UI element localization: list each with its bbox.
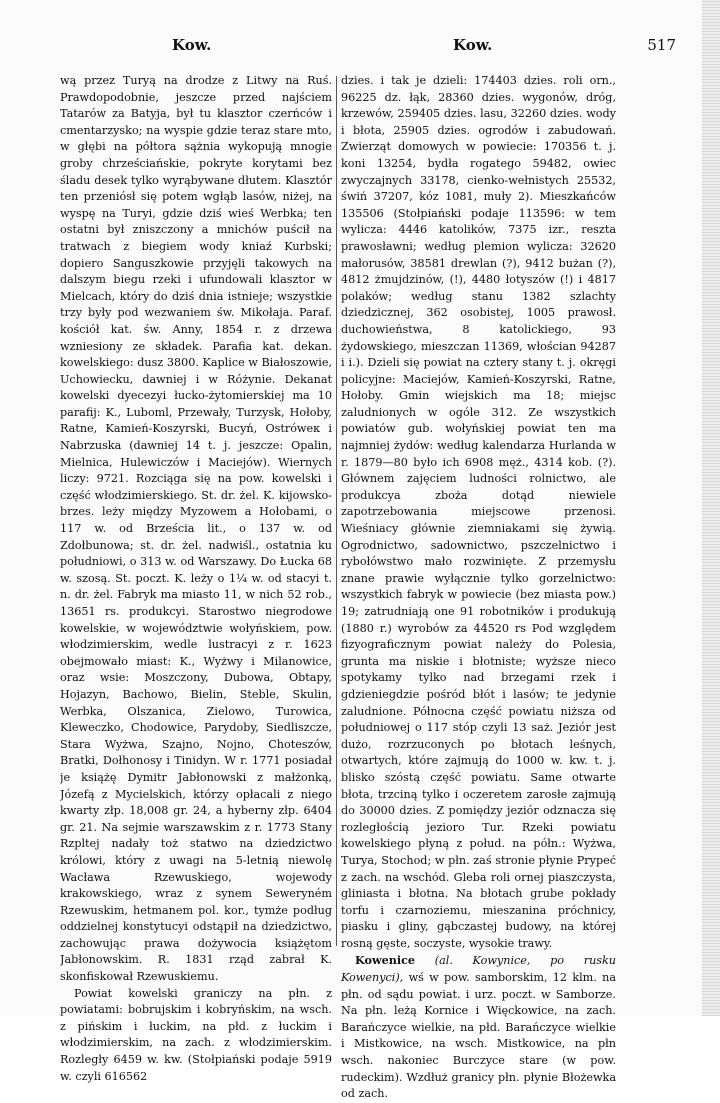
dictionary-entry	[341, 952, 616, 1102]
column-divider	[336, 76, 337, 946]
right-column	[341, 73, 616, 1103]
entry-heading: Kowenice	[355, 953, 416, 968]
page-number: 517	[647, 36, 676, 54]
entry-text: wś w pow. samborskim, 12 klm. na płn. od sądu powiat. i urz. poczt. w Samborze. Na płn. leżą Kornice i Więckowice, na zach. Barańczyce wielkie, na płd. Barańczyce wielkie i Mistkowice, na wsch. Mistkowice, na płn wsch. nakoniec Burczyce stare (w pow. rudeckim). Wzdłuż granicy płn. płynie Błożewka od zach.	[341, 971, 616, 1101]
right-paragraph-1: dzies. i tak je dzieli: 174403 dzies. roli orn., 96225 dz. łąk, 28360 dzies. wygonów, dróg, krzewów, 259405 dzies. lasu, 32260 dzies. wody i błota, 25905 dzies. ogrodów i zabudowań. Zwierząt domowych w powiecie: 170356 t. j. koni 13254, bydła rogatego 59482, owiec zwyczajnych 33178, cienko-wełnistych 25532, świń 37207, kóz 1081, muły 2). Mieszkańców 135506 (Stołpiański podaje 113596: w tem wylicza: 4446 katolików, 7375 izr., reszta prawosławni; według plemion wylicza: 32620 małorusów, 38581 drewlan (?), 9412 bużan (?), 4812 żmujdzinów, (!), 4480 łotyszów (!) i 4817 polaków; według stanu 1382 szlachty dziedzicznej, 362 osobistej, 1005 prawosł. duchowieństwa, 8 katolickiego, 93 żydowskiego, mieszczan 11369, włościan 94287 i i.). Dzieli się powiat na cztery stany t. j. okręgi policyjne: Maciejów, Kamień-Koszyrski, Ratne, Hołoby. Gmin wiejskich ma 18; miejsc zaludnionych w ogóle 312. Ze wszystkich powiatów gub. wołyńskiej powiat ten ma najmniej żydów: według kalendarza Hurlanda w r. 1879—80 było ich 6908 męż., 4314 kob. (?). Głównem zajęciem ludności rolnictwo, ale produkcya zboża dotąd niewiele zapotrzebowania miejscowe przenosi. Wieśniacy głównie ziemniakami się żywią. Ogrodnictwo, sadownictwo, pszczelnictwo i rybołówstwo mało rozwinięte. Z przemysłu znane prawie wyłącznie tylko gorzelnictwo: wszystkich fabryk w powiecie (bez miasta pow.) 19; zatrudniają one 91 robotników i produkują (1880 r.) wyrobów za 44520 rs Pod względem fizyograficznym powiat należy do Polesia, grunta ma niskie i błotniste; wyższe nieco spotykamy tylko nad brzegami rzek i gdzieniegdzie pośród błót i lasów; te jedynie zaludnione. Północna część powiatu niższa od południowej o 117 stóp czyli 13 saż. Jeziór jest dużo, rozrzuconych po błotach leśnych, otwartych, które zajmują do 1000 w. kw. t. j. blisko szóstą część powiatu. Same otwarte błota, trzciną tylko i oczeretem zarosłe zajmują do 30000 dzies. Z pomiędzy jeziór odznacza się rozległością jezioro Tur. Rzeki powiatu kowelskiego płyną z połud. na półn.: Wyżwa, Turya, Stochod; w płn. zaś stronie płynie Prypeć z zach. na wschód. Gleba roli ornej piaszczysta, gliniasta i błotna. Na błotach grube pokłady torfu i czarnoziemu, mieszanina próchnicy, piasku i gliny, gąbczastej budowy, na której rosną gęste, soczyste, wysokie trawy.	[341, 74, 616, 950]
page-edge	[702, 0, 720, 1016]
running-header	[60, 36, 676, 58]
header-left: Kow.	[172, 36, 212, 54]
header-middle: Kow.	[453, 36, 493, 54]
entry-alias: (al. Kowynice, po rusku Kowenyci),	[341, 954, 616, 985]
left-paragraph-1: wą przez Turyą na drodze z Litwy na Ruś. Prawdopodobnie, jeszcze przed najściem Tatarów za Batyja, był tu klasztor czerńców i cmentarzysko; na wyspie gdzie teraz stare mto, w głębi na półtora sążnia wykopują mnogie groby chrześciańskie, pokryte korytami bez śladu desek tylko wyrąbywane dłutem. Klasztór ten przeniósł się potem wgłąb lasów, niżej, na wyspę na Turyi, gdzie dziś wieś Werbka; ten ostatni był zniszczony a mnichów puścił na tratwach z biegiem wody kniaź Kurbski; dopiero Sanguszkowie przyjęli takowych na dalszym biegu rzeki i ufundowali klasztor w Mielcach, który do dziś dnia istnieje; wszystkie trzy były pod wezwaniem św. Mikołaja. Paraf. kościół kat. św. Anny, 1854 r. z drzewa wzniesiony ze składek. Parafia kat. dekan. kowelskiego: dusz 3800. Kaplice w Białoszowie, Uchowiecku, dawniej i w Różynie. Dekanat kowelski dyecezyi łucko-żytomierskiej ma 10 parafij: K., Luboml, Przewały, Turzysk, Hołoby, Ratne, Kamień-Koszyrski, Bucyń, Ostróweк i Nabrzuska (dawniej 14 t. j. jeszcze: Opalin, Mielnica, Hulewiczów i Maciejów). Wiernych liczy: 9721. Rozciąga się na pow. kowelski i część włodzimierskiego. St. dr. żel. K. kijowsko-brzes. leży między Myzowem a Hołobami, o 117 w. od Brześcia lit., o 137 w. od Zdołbunowa; st. dr. żel. nadwiśl., ostatnia ku południowi, o 313 w. od Warszawy. Do Łucka 68 w. szosą. St. poczt. K. leży o 1¼ w. od stacyi t. n. dr. żel. Fabryk ma miasto 11, w nich 52 rob., 13651 rs. produkcyi. Starostwo niegrodowe kowelskie, w województwie wołyńskiem, pow. włodzimierskim, wedle lustracyi z r. 1623 obejmowało miast: K., Wyżwy i Milanowice, oraz wsie: Moszczony, Dubowa, Obtapy, Hojazyn, Bachowo, Bielin, Steble, Skulin, Werbka, Olszanica, Zielowo, Turowica, Kleweczko, Chodowice, Parydoby, Siedliszcze, Stara Wyżwa, Szajno, Nojno, Choteszów, Bratki, Dołhonosy i Tinidyn. W r. 1771 posiadał je książę Dymitr Jabłonowski z małżonką, Józefą z Mycielskich, którzy opłacali z niego kwarty złp. 18,008 gr. 24, a hyberny złp. 6404 gr. 21. Na sejmie warszawskim z r. 1773 Stany Rzpltej nadały toż statwo na dziedzictwo królowi, który z uwagi na 5-letnią niewolę Wacława Rzewuskiego, wojewody krakowskiego, wraz z synem Seweryném Rzewuskim, hetmanem pol. kor., tymże podług oddzielnej konstytucyi odstąpił na dziedzictwo, zachowując prawa dożywocia książętom Jabłonowskim. R. 1831 rząd zabrał K. skonfiskował Rzewuskiemu.	[60, 74, 332, 984]
left-column	[60, 73, 332, 1085]
left-paragraph-2: Powiat kowelski graniczy na płn. z powiatami: bobrujskim i kobryńskim, na wsch. z pińskim i łuckim, na płd. z łuckim i włodzimierskim, na zach. z włodzimierskim. Rozległy 6459 w. kw. (Stołpiański podaje 5919 w. czyli 616562	[60, 986, 332, 1083]
